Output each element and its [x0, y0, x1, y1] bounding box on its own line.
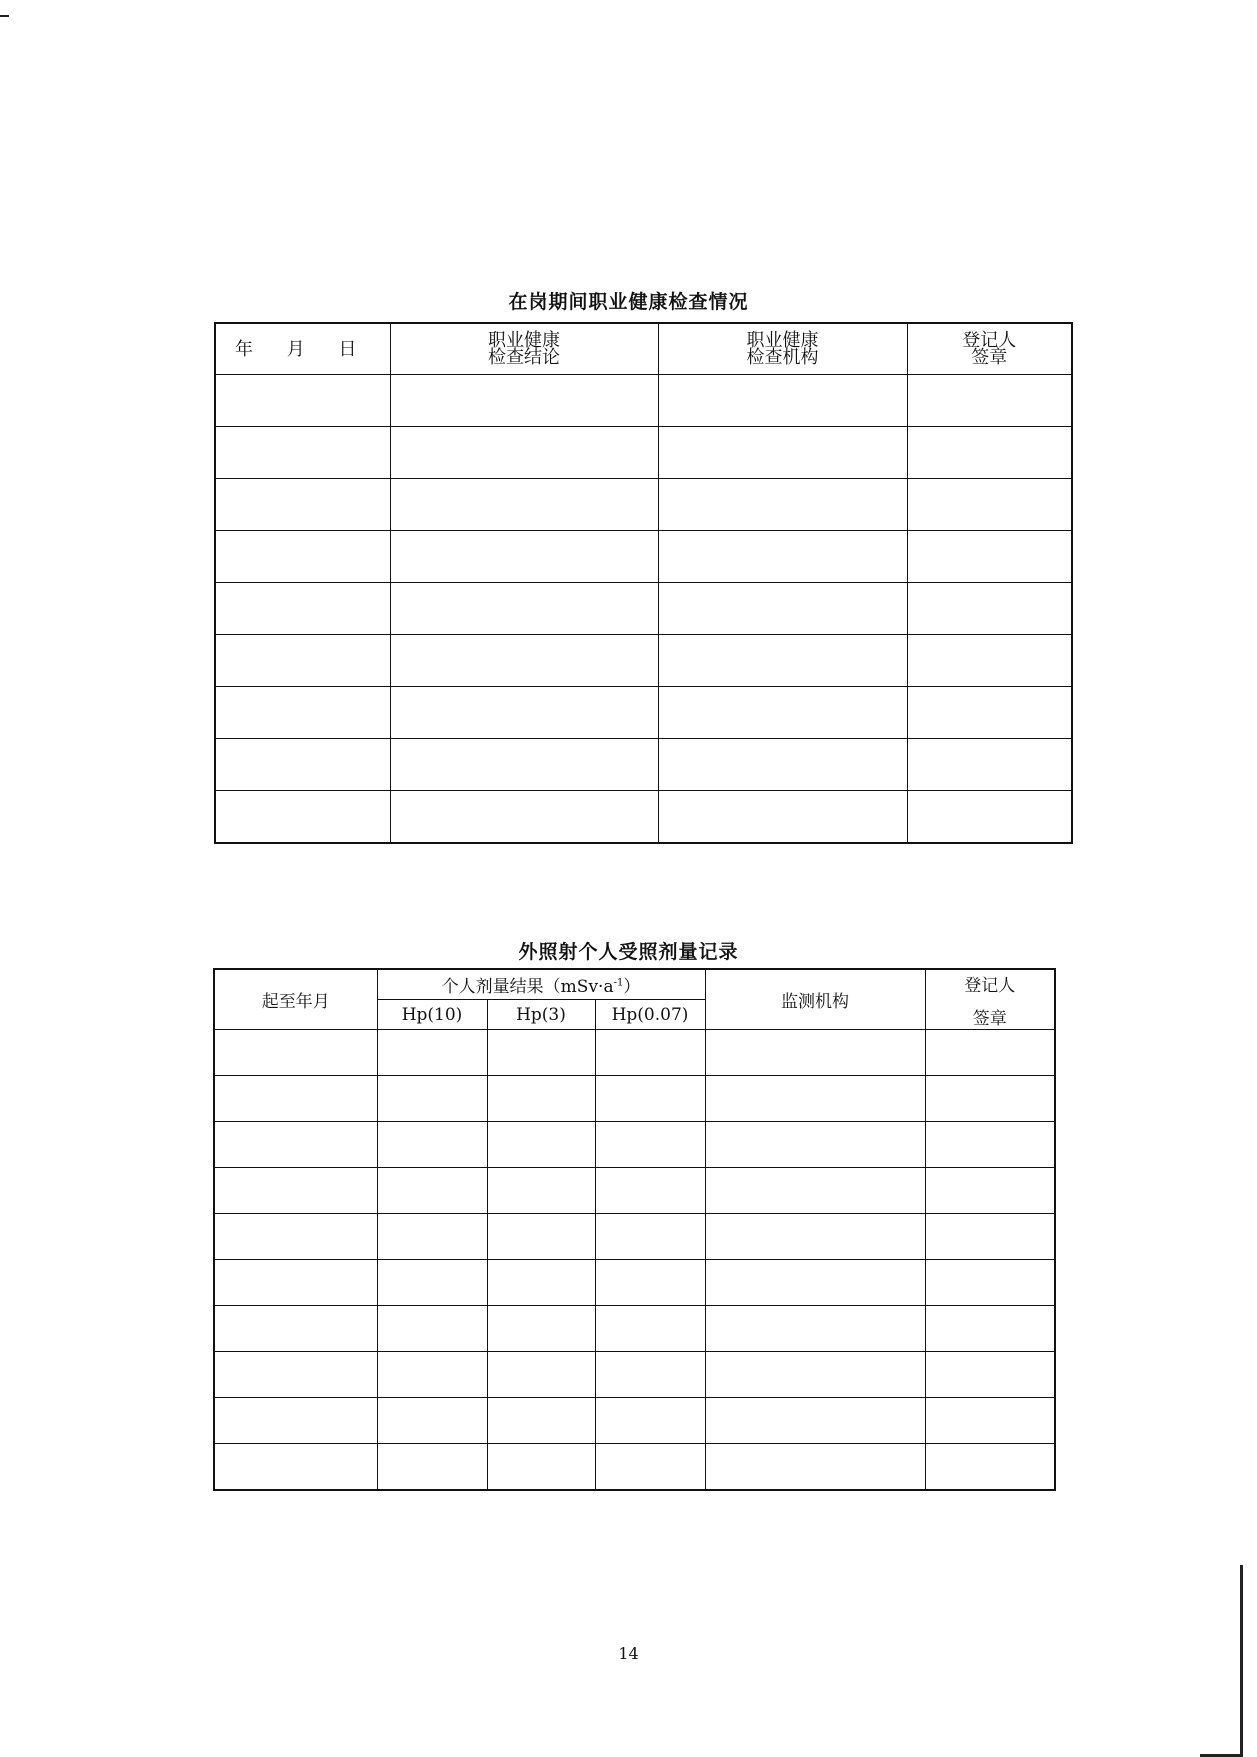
table-row [214, 1398, 1055, 1444]
table-row [215, 531, 1072, 583]
table-row [214, 1352, 1055, 1398]
empty-cell[interactable] [907, 687, 1072, 739]
scan-corner-mark [0, 15, 9, 17]
empty-cell[interactable] [925, 1030, 1055, 1076]
empty-cell[interactable] [377, 1122, 487, 1168]
empty-cell[interactable] [487, 1306, 595, 1352]
empty-cell[interactable] [214, 1030, 377, 1076]
header-signature [925, 969, 1055, 1030]
header-signature-line1: 登记人 [962, 330, 1017, 351]
header-date [215, 323, 390, 375]
table-row [214, 1214, 1055, 1260]
empty-cell[interactable] [658, 635, 907, 687]
empty-cell[interactable] [595, 1260, 705, 1306]
table-row [215, 427, 1072, 479]
health-check-table-title: 在岗期间职业健康检查情况 [508, 291, 749, 313]
table-row [214, 1444, 1055, 1491]
empty-cell[interactable] [705, 1260, 925, 1306]
empty-cell[interactable] [215, 635, 390, 687]
empty-cell[interactable] [215, 739, 390, 791]
empty-cell[interactable] [658, 687, 907, 739]
table-row [215, 635, 1072, 687]
empty-cell[interactable] [595, 1076, 705, 1122]
empty-cell[interactable] [215, 479, 390, 531]
empty-cell[interactable] [658, 791, 907, 844]
empty-cell[interactable] [377, 1352, 487, 1398]
empty-cell[interactable] [215, 375, 390, 427]
empty-cell[interactable] [705, 1306, 925, 1352]
header-institution [658, 323, 907, 375]
header-period-label: 起至年月 [261, 992, 330, 1012]
table-row [214, 1168, 1055, 1214]
empty-cell[interactable] [595, 1214, 705, 1260]
empty-cell[interactable] [907, 427, 1072, 479]
empty-cell[interactable] [214, 1444, 377, 1491]
table-row [214, 1030, 1055, 1076]
table-row [215, 479, 1072, 531]
table-header-row [215, 323, 1072, 375]
header-dose-group-label: 个人剂量结果（mSv·a [441, 977, 614, 997]
empty-cell[interactable] [907, 635, 1072, 687]
empty-cell[interactable] [215, 791, 390, 844]
health-check-table [214, 322, 1073, 844]
empty-cell[interactable] [658, 531, 907, 583]
empty-cell[interactable] [925, 1352, 1055, 1398]
empty-cell[interactable] [377, 1076, 487, 1122]
empty-cell[interactable] [215, 531, 390, 583]
header-conclusion [390, 323, 658, 375]
empty-cell[interactable] [595, 1444, 705, 1491]
empty-cell[interactable] [705, 1444, 925, 1491]
empty-cell[interactable] [214, 1398, 377, 1444]
dose-record-table [213, 968, 1056, 1491]
header-signature-line1: 登记人 [964, 975, 1016, 996]
page-number: 14 [618, 1644, 639, 1663]
empty-cell[interactable] [907, 583, 1072, 635]
empty-cell[interactable] [925, 1122, 1055, 1168]
empty-cell[interactable] [907, 479, 1072, 531]
empty-cell[interactable] [595, 1168, 705, 1214]
empty-cell[interactable] [907, 739, 1072, 791]
empty-cell[interactable] [487, 1444, 595, 1491]
header-dose-group-close: ） [623, 977, 641, 997]
empty-cell[interactable] [377, 1214, 487, 1260]
header-period [214, 969, 377, 1030]
empty-cell[interactable] [925, 1168, 1055, 1214]
table-row [215, 739, 1072, 791]
empty-cell[interactable] [390, 583, 658, 635]
empty-cell[interactable] [925, 1306, 1055, 1352]
header-hp007: Hp(0.07) [595, 1000, 705, 1030]
empty-cell[interactable] [487, 1398, 595, 1444]
empty-cell[interactable] [487, 1214, 595, 1260]
empty-cell[interactable] [377, 1444, 487, 1491]
empty-cell[interactable] [658, 375, 907, 427]
empty-cell[interactable] [377, 1260, 487, 1306]
empty-cell[interactable] [390, 739, 658, 791]
empty-cell[interactable] [390, 375, 658, 427]
empty-cell[interactable] [487, 1122, 595, 1168]
empty-cell[interactable] [487, 1030, 595, 1076]
header-conclusion-line1: 职业健康 [488, 330, 560, 351]
header-signature-line2: 签章 [972, 1008, 1007, 1029]
empty-cell[interactable] [377, 1398, 487, 1444]
header-dose-group [377, 969, 705, 1000]
empty-cell[interactable] [595, 1030, 705, 1076]
header-signature-line2: 签章 [971, 347, 1008, 368]
empty-cell[interactable] [907, 375, 1072, 427]
empty-cell[interactable] [214, 1306, 377, 1352]
table-row [214, 1076, 1055, 1122]
empty-cell[interactable] [595, 1398, 705, 1444]
empty-cell[interactable] [925, 1076, 1055, 1122]
empty-cell[interactable] [705, 1076, 925, 1122]
table-row [215, 375, 1072, 427]
table-row [214, 1306, 1055, 1352]
header-signature [907, 323, 1072, 375]
empty-cell[interactable] [214, 1352, 377, 1398]
empty-cell[interactable] [658, 479, 907, 531]
empty-cell[interactable] [925, 1214, 1055, 1260]
empty-cell[interactable] [595, 1352, 705, 1398]
empty-cell[interactable] [214, 1122, 377, 1168]
header-monitor-label: 监测机构 [781, 992, 850, 1012]
empty-cell[interactable] [214, 1214, 377, 1260]
empty-cell[interactable] [658, 739, 907, 791]
empty-cell[interactable] [705, 1122, 925, 1168]
empty-cell[interactable] [214, 1076, 377, 1122]
empty-cell[interactable] [215, 687, 390, 739]
dose-record-table-title: 外照射个人受照剂量记录 [518, 941, 739, 963]
empty-cell[interactable] [595, 1306, 705, 1352]
empty-cell[interactable] [390, 479, 658, 531]
table-row [214, 1260, 1055, 1306]
table-header-row [214, 969, 1055, 1000]
header-date-label: 年 月 日 [235, 338, 371, 360]
table-row [215, 583, 1072, 635]
empty-cell[interactable] [377, 1306, 487, 1352]
empty-cell[interactable] [595, 1122, 705, 1168]
empty-cell[interactable] [487, 1260, 595, 1306]
empty-cell[interactable] [390, 531, 658, 583]
empty-cell[interactable] [390, 635, 658, 687]
empty-cell[interactable] [658, 583, 907, 635]
table-row [215, 791, 1072, 844]
empty-cell[interactable] [215, 427, 390, 479]
empty-cell[interactable] [487, 1168, 595, 1214]
empty-cell[interactable] [705, 1352, 925, 1398]
header-institution-line1: 职业健康 [746, 330, 819, 351]
empty-cell[interactable] [215, 583, 390, 635]
empty-cell[interactable] [487, 1076, 595, 1122]
empty-cell[interactable] [925, 1398, 1055, 1444]
empty-cell[interactable] [377, 1168, 487, 1214]
empty-cell[interactable] [925, 1444, 1055, 1491]
empty-cell[interactable] [925, 1260, 1055, 1306]
header-institution-line2: 检查机构 [746, 347, 819, 368]
empty-cell[interactable] [705, 1168, 925, 1214]
header-monitor [705, 969, 925, 1030]
empty-cell[interactable] [705, 1398, 925, 1444]
table-row [214, 1122, 1055, 1168]
empty-cell[interactable] [658, 427, 907, 479]
empty-cell[interactable] [390, 791, 658, 844]
empty-cell[interactable] [214, 1168, 377, 1214]
empty-cell[interactable] [377, 1030, 487, 1076]
empty-cell[interactable] [705, 1214, 925, 1260]
header-hp3: Hp(3) [487, 1000, 595, 1030]
empty-cell[interactable] [214, 1260, 377, 1306]
header-dose-group-superscript: -1 [613, 977, 624, 989]
table-row [215, 687, 1072, 739]
header-hp10: Hp(10) [377, 1000, 487, 1030]
empty-cell[interactable] [907, 791, 1072, 844]
empty-cell[interactable] [390, 687, 658, 739]
empty-cell[interactable] [907, 531, 1072, 583]
empty-cell[interactable] [487, 1352, 595, 1398]
empty-cell[interactable] [705, 1030, 925, 1076]
header-conclusion-line2: 检查结论 [488, 347, 560, 368]
empty-cell[interactable] [390, 427, 658, 479]
